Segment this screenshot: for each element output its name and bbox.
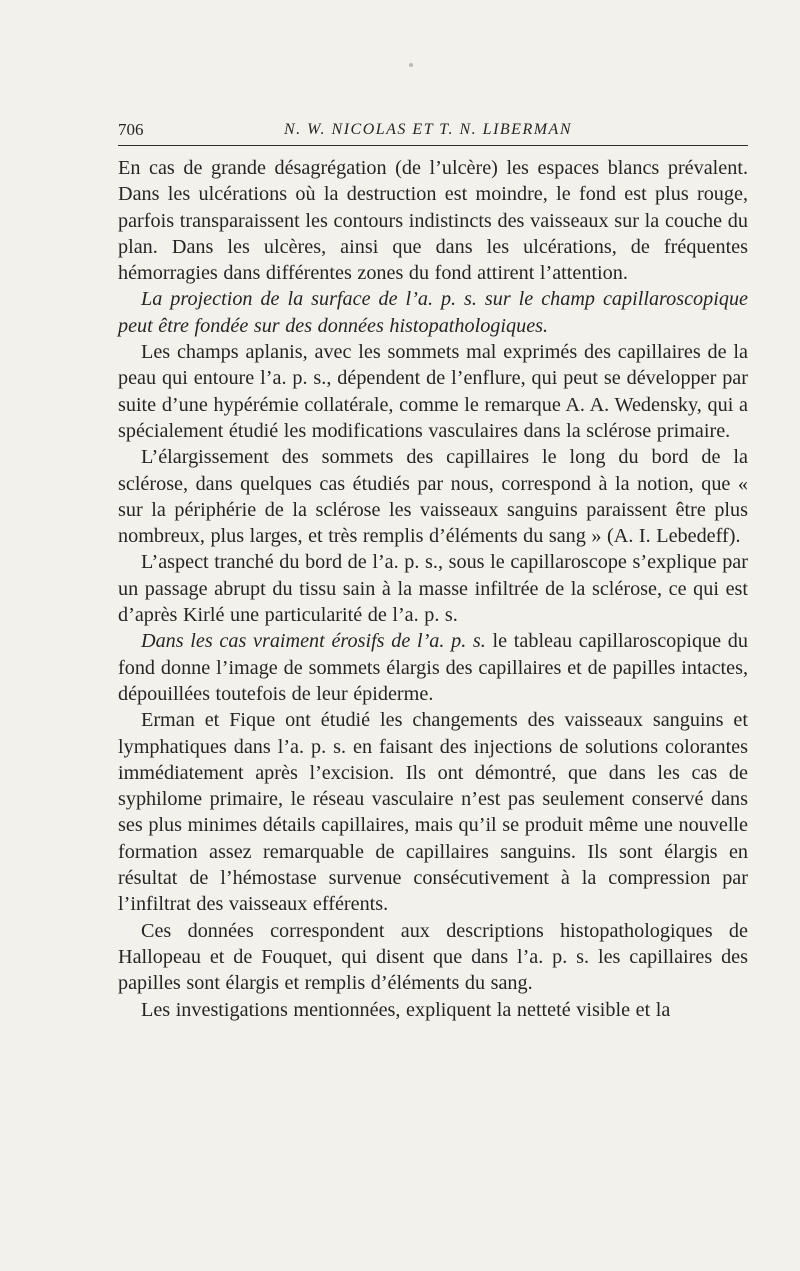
paragraph-text: En cas de grande désagrégation (de l’ulcère) les espaces blancs prévalent. Dans les ulcérations où la destruction est moindre, le fond est plus rouge, parfois transparaissent les contours indistincts des vaisseaux sur la couche du plan. Dans les ulcères, ainsi que dans les ulcérations, de fréquentes hémorragies dans différentes zones du fond attirent l’attention. (118, 157, 748, 285)
paragraph-9 (118, 997, 748, 1023)
page-header (118, 118, 748, 142)
italic-lead-in: Dans les cas vraiment érosifs de l’a. p. s. (141, 630, 486, 653)
paragraph-7 (118, 707, 748, 917)
paragraph-text: Les investigations mentionnées, expliquent la netteté visible et la (141, 998, 671, 1021)
paragraph-text: le tableau capillaroscopique du fond donne l’image de sommets élargis des capillaires et de papilles intactes, dépouillées toutefois de leur épiderme. (118, 630, 748, 705)
header-rule (118, 145, 748, 146)
paragraph-4 (118, 444, 748, 549)
paper-speck (409, 63, 413, 67)
paragraph-text: L’élargissement des sommets des capillaires le long du bord de la sclérose, dans quelques cas étudiés par nous, correspond à la notion, que « sur la périphérie de la sclérose les vaisseaux sanguins paraissent être plus nombreux, plus larges, et très remplis d’éléments du sang » (A. I. Lebedeff). (118, 446, 748, 548)
paragraph-3 (118, 339, 748, 444)
running-head: N. W. NICOLAS ET T. N. LIBERMAN (283, 121, 572, 138)
paragraph-text: Ces données correspondent aux descriptions histopathologiques de Hallopeau et de Fouquet, qui disent que dans l’a. p. s. les capillaires des papilles sont élargis et remplis d’éléments du sang. (118, 919, 748, 995)
paragraph-5 (118, 549, 748, 628)
paragraph-6 (118, 628, 748, 707)
paragraph-2 (118, 286, 748, 339)
paragraph-text: Les champs aplanis, avec les sommets mal exprimés des capillaires de la peau qui entoure l’a. p. s., dépendent de l’enflure, qui peut se développer par suite d’une hypérémie collatérale, comme le remarque A. A. Wedensky, qui a spécialement étudié les modifications vasculaires dans la sclérose primaire. (118, 341, 748, 442)
paragraph-1 (118, 155, 748, 286)
italic-heading: La projection de la surface de l’a. p. s. sur le champ capillaroscopique peut être fondée sur des données histopathologiques. (118, 288, 748, 337)
body-text (118, 155, 748, 1023)
page-number: 706 (118, 120, 144, 139)
paragraph-8 (118, 918, 748, 997)
paragraph-text: Erman et Fique ont étudié les changements des vaisseaux sanguins et lymphatiques dans l’a. p. s. en faisant des injections de solutions colorantes immédiatement après l’excision. Ils ont démontré, que dans les cas de syphilome primaire, le réseau vasculaire n’est pas seulement conservé dans ses plus minimes détails capillaires, mais qu’il se produit même une nouvelle formation assez remarquable de capillaires sanguins. Ils sont élargis en résultat de l’hémostase survenue consécutivement à la compression par l’infiltrat des vaisseaux efférents. (118, 709, 748, 916)
paragraph-text: L’aspect tranché du bord de l’a. p. s., sous le capillaroscope s’explique par un passage abrupt du tissu sain à la masse infiltrée de la sclérose, ce qui est d’après Kirlé une particularité de l’a. p. s. (118, 551, 748, 627)
